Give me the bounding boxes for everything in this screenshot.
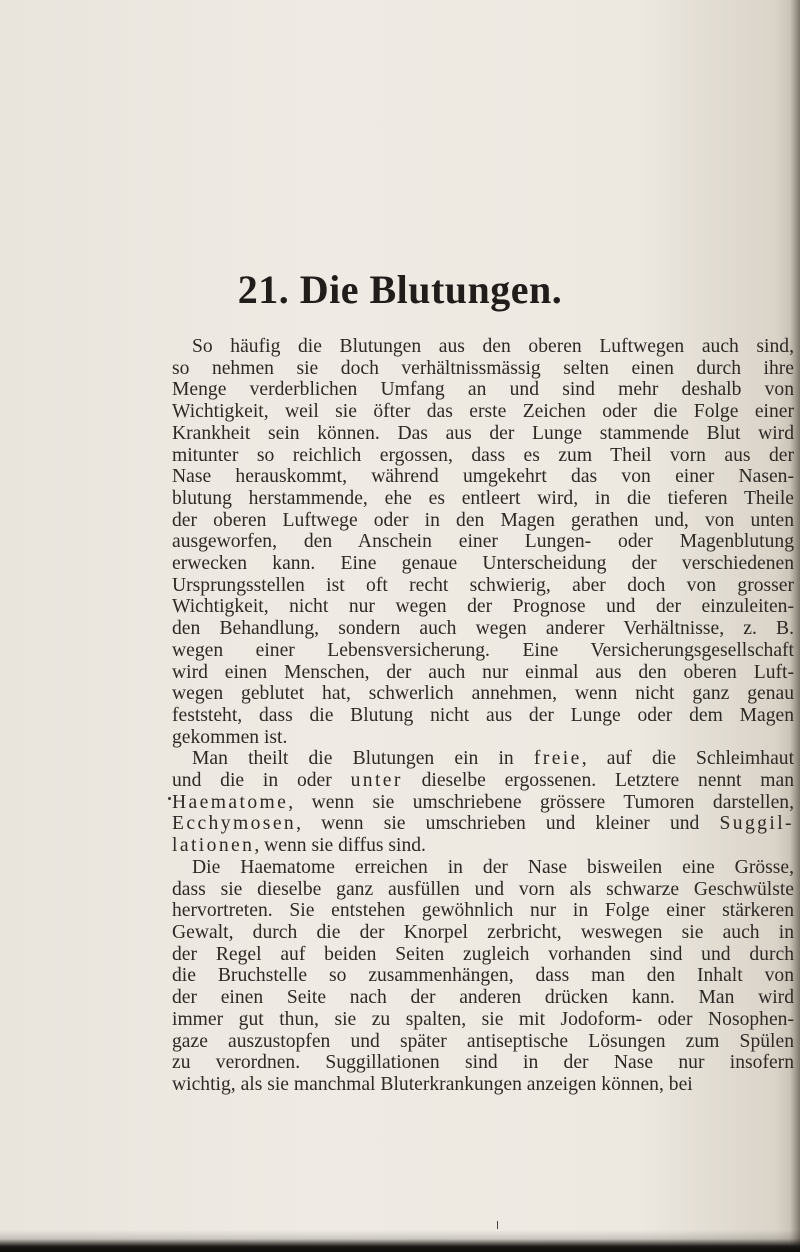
text-segment: , wenn sie diffus sind.: [254, 835, 426, 857]
margin-mark: [168, 797, 171, 800]
text-segment: , wenn sie umschrieben und kleiner und: [296, 813, 720, 835]
text-line: mitunter so reichlich ergossen, dass es zum Theil vorn aus der: [172, 444, 794, 466]
text-line: immer gut thun, sie zu spalten, sie mit Jodoform- oder Nosophen-: [172, 1008, 794, 1030]
text-line: die Bruchstelle so zusammenhängen, dass man den Inhalt von: [172, 965, 794, 987]
text-segment: , auf die Schleimhaut: [581, 748, 795, 770]
text-line: Krankheit sein können. Das aus der Lunge stammende Blut wird: [172, 422, 794, 444]
text-line: Menge verderblichen Umfang an und sind mehr deshalb von: [172, 379, 794, 401]
text-segment: Man theilt die Blutungen ein in: [192, 748, 534, 770]
text-line: [172, 770, 794, 792]
spaced-term: Haematome: [172, 791, 289, 813]
text-line: dass sie dieselbe ganz ausfüllen und vorn als schwarze Geschwülste: [172, 878, 794, 900]
text-line: Die Haematome erreichen in der Nase bisweilen eine Grösse,: [192, 856, 794, 878]
text-line: den Behandlung, sondern auch wegen anderer Verhältnisse, z. B.: [172, 618, 794, 640]
spaced-term: lationen: [172, 835, 255, 857]
paragraph-2: [172, 748, 794, 857]
text-line: [172, 813, 794, 835]
spaced-term: freie: [533, 748, 582, 770]
text-line: ausgeworfen, den Anschein einer Lungen- oder Magenblutung: [172, 531, 794, 553]
text-line: Gewalt, durch die der Knorpel zerbricht, weswegen sie auch in: [172, 921, 794, 943]
text-segment: dieselbe ergossenen. Letztere nennt man: [402, 770, 795, 792]
text-line: So häufig die Blutungen aus den oberen Luftwegen auch sind,: [192, 336, 794, 357]
text-line: gekommen ist.: [172, 726, 288, 748]
paragraph-1: [172, 336, 794, 748]
text-line: wichtig, als sie manchmal Bluterkrankungen anzeigen können, bei: [172, 1073, 693, 1095]
text-line: so nehmen sie doch verhältnissmässig selten einen durch ihre: [172, 357, 794, 379]
text-line: der einen Seite nach der anderen drücken kann. Man wird: [172, 987, 794, 1009]
text-line: [172, 835, 794, 857]
spaced-term: unter: [350, 770, 403, 792]
page-bottom-edge: [0, 1230, 800, 1252]
text-line: hervortreten. Sie entstehen gewöhnlich nur in Folge einer stärkeren: [172, 900, 794, 922]
text-line: [172, 792, 794, 814]
text-line: zu verordnen. Suggillationen sind in der Nase nur insofern: [172, 1052, 794, 1074]
text-line: wird einen Menschen, der auch nur einmal aus den oberen Luft-: [172, 661, 794, 683]
text-segment: und die in oder: [172, 770, 351, 792]
body-text: [172, 336, 794, 1096]
text-line: [172, 748, 794, 770]
text-line: Nase herauskommt, während umgekehrt das von einer Nasen-: [172, 466, 794, 488]
page-tick-mark: [497, 1221, 498, 1229]
text-line: Wichtigkeit, weil sie öfter das erste Zeichen oder die Folge einer: [172, 401, 794, 423]
text-line: der oberen Luftwege oder in den Magen gerathen und, von unten: [172, 509, 794, 531]
text-line: gaze auszustopfen und später antiseptische Lösungen zum Spülen: [172, 1030, 794, 1052]
spaced-term: Suggil-: [719, 813, 794, 835]
text-line: wegen geblutet hat, schwerlich annehmen, wenn nicht ganz genau: [172, 683, 794, 705]
text-line: erwecken kann. Eine genaue Unterscheidung der verschiedenen: [172, 553, 794, 575]
text-segment: , wenn sie umschriebene grössere Tumoren darstellen,: [288, 791, 794, 813]
text-line: blutung herstammende, ehe es entleert wird, in die tieferen Theile: [172, 487, 794, 509]
text-line: Ursprungsstellen ist oft recht schwierig, aber doch von grosser: [172, 574, 794, 596]
text-line: feststeht, dass die Blutung nicht aus der Lunge oder dem Magen: [172, 704, 794, 726]
text-line: wegen einer Lebensversicherung. Eine Versicherungsgesellschaft: [172, 639, 794, 661]
paragraph-3: [172, 857, 794, 1096]
spaced-term: Ecchymosen: [172, 813, 297, 835]
text-line: der Regel auf beiden Seiten zugleich vorhanden sind und durch: [172, 943, 794, 965]
text-line: Wichtigkeit, nicht nur wegen der Prognose und der einzuleiten-: [172, 596, 794, 618]
chapter-heading: 21. Die Blutungen.: [237, 267, 563, 312]
